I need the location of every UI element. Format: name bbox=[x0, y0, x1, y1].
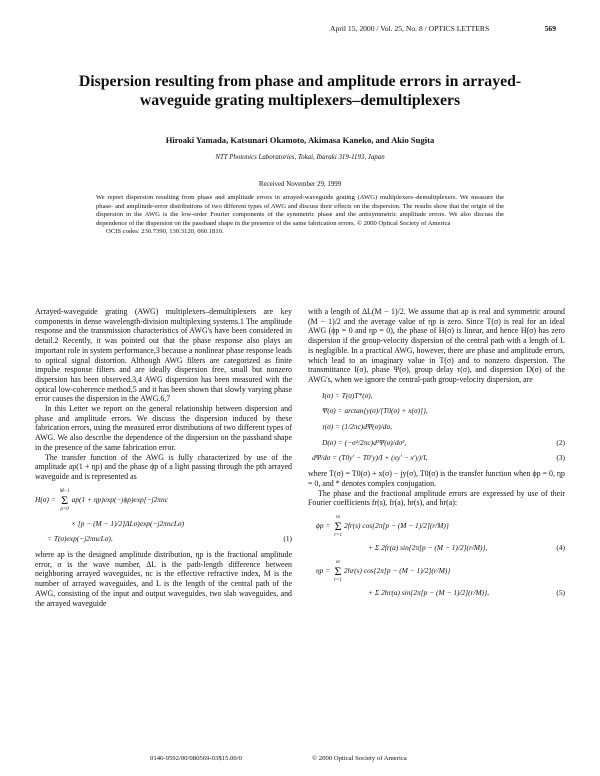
footer-copyright: © 2000 Optical Society of America bbox=[312, 755, 407, 762]
paragraph: with a length of ΔL(M − 1)/2. We assume that ap is real and symmetric around (M − 1)/2 and the average value of ηp is zero. Since T(σ) is real for an ideal AWG (ϕp = 0 and ηp = 0), the phase of H(σ) is linear, and hence H(σ) has zero dispersion if the group-velocity dispersion of the central path with a length of L is negligible. In a practical AWG, however, there are phase and amplitude errors, which lead to an imaginary value in T(σ) and to nonzero dispersion. The transmittance I(σ), phase Ψ(σ), group delay τ(σ), and dispersion D(σ) of the AWG's, when we ignore the central-path group-velocity dispersion, are bbox=[308, 307, 565, 384]
paper-title: Dispersion resulting from phase and amplitude errors in arrayed-waveguide grating multiplexers–demultiplexers bbox=[78, 73, 522, 109]
summation-symbol: m Σ r=1 bbox=[334, 514, 343, 538]
paragraph: Arrayed-waveguide grating (AWG) multiplexers–demultiplexers are key components in dense wavelength-division multiplexing systems.1 The amplitude response and the transmission characteristics of AWG's have been considered in detail.2 Recently, it was pointed out that the phase response also plays an important role in system performance,3 because a nonlinear phase response leads to optical signal distortion. Although AWG filters are categorized as finite impulse response filters and are ideally dispersion free, small but nonzero dispersion has been observed.3,4 AWG dispersion has been measured with the optical low-coherence method,5 and it has been shown that slowly varying phase error causes the dispersion in the AWG.6,7 bbox=[35, 307, 292, 404]
left-column bbox=[35, 307, 292, 608]
summation-symbol: m Σ r=1 bbox=[334, 559, 342, 583]
paragraph: where ap is the designed amplitude distribution, ηp is the fractional amplitude error, σ is the wave number, ΔL is the path-length difference between neighboring arrayed waveguides, nc is the effective refractive index, M is the number of arrayed waveguides, and L is the length of the central path of the AWG, consisting of the input and output waveguides, two slab waveguides, and the arrayed waveguide bbox=[35, 550, 292, 608]
equation-3: dΨ/dσ = (T0y′ − T0′y)/I + (xy′ − x′y)/I, (3) bbox=[312, 453, 565, 463]
equation-5-line-2: + Σ 2hr(a) sin{2π[p − (M − 1)/2](r/M)}, (5) bbox=[368, 587, 565, 597]
equation-4-line-2: + Σ 2fr(a) sin{2π[p − (M − 1)/2](r/M)}, (4) bbox=[368, 542, 565, 552]
right-column bbox=[308, 307, 565, 597]
abstract bbox=[96, 194, 504, 237]
received-date: Received November 29, 1999 bbox=[258, 181, 342, 188]
paragraph: The transfer function of the AWG is fully characterized by use of the amplitude ap(1 + ηp) and the phase ϕp of a light passing through the pth arrayed waveguide and is represented as bbox=[35, 452, 292, 481]
journal-info: April 15, 2000 / Vol. 25, No. 8 / OPTICS LETTERS bbox=[330, 24, 490, 33]
equation-number: (5) bbox=[556, 587, 565, 597]
equation-1-line-2: × [p − (M − 1)/2]ΔLσ)exp(−j2πncLσ) bbox=[71, 518, 185, 528]
equation-number: (3) bbox=[556, 453, 565, 463]
footer-issn: 0146-9592/00/080569-03$15.00/0 bbox=[150, 755, 242, 762]
abstract-text: We report dispersion resulting from phase and amplitude errors in arrayed-waveguide grating (AWG) multiplexers–demultiplexers. We measure the phase- and amplitude-error distributions of two different types of AWG and discuss their effects on the dispersion. The results show that the origin of the dispersion in the AWG is the low-order Fourier components of the symmetric phase and the antisymmetric amplitude errors. We also discuss the dependence of the dispersion on the passband shape in the presence of the same fabrication errors. © 2000 Optical Society of America bbox=[96, 194, 504, 227]
paragraph: In this Letter we report on the general relationship between dispersion and phase and amplitude errors. We discuss the dispersion induced by these fabrication errors, using the measured error distributions of two different types of AWG. We also describe the dependence of the dispersion on the passband shape in the presence of the same fabrication error. bbox=[35, 404, 292, 452]
equation-5: ηp = m Σ r=1 2hr(s) cos{2π[p − (M − 1)/2](r/M)} bbox=[316, 559, 451, 583]
equation-1-line-3: = T(σ)exp(−j2πncLσ), (1) bbox=[47, 534, 292, 544]
equation-2a: I(σ) = T(σ)T*(σ), bbox=[322, 390, 373, 400]
paragraph: where T(σ) = T0(σ) + x(σ) − jy(σ), T0(σ) is the transfer function when ϕp = 0, ηp = 0, and * denotes complex conjugation. bbox=[308, 469, 565, 488]
equation-number: (4) bbox=[556, 542, 565, 552]
ocis-codes: OCIS codes: 230.7390, 130.3120, 060.1810. bbox=[106, 228, 224, 236]
equation-2d: D(σ) = (−σ²/2πc)d²Ψ(σ)/dσ², (2) bbox=[322, 437, 565, 447]
equation-1: H(σ) = M−1 Σ p=0 ap(1 + ηp)exp(−jϕp)exp[−j2πnc bbox=[35, 488, 168, 512]
equation-4: ϕp = m Σ r=1 2fr(s) cos{2π[p − (M − 1)/2](r/M)} bbox=[316, 514, 449, 538]
page-number: 569 bbox=[544, 24, 556, 33]
equation-number: (1) bbox=[283, 534, 292, 544]
equation-2b: Ψ(σ) = arctan{y(σ)/[T0(σ) + x(σ)]}, bbox=[322, 406, 428, 416]
author-list: Hiroaki Yamada, Katsunari Okamoto, Akimasa Kaneko, and Akio Sugita bbox=[165, 135, 435, 145]
summation-symbol: M−1 Σ p=0 bbox=[59, 488, 70, 512]
equation-2c: τ(σ) = (1/2πc)dΨ(σ)/dσ, bbox=[322, 422, 392, 432]
paragraph: The phase and the fractional amplitude errors are expressed by use of their Fourier coefficients fr(s), fr(a), hr(s), and hr(a): bbox=[308, 488, 565, 508]
affiliation: NTT Photonics Laboratories, Tokai, Ibaraki 319-1193, Japan bbox=[215, 154, 385, 161]
running-header bbox=[330, 24, 556, 33]
equation-number: (2) bbox=[556, 437, 565, 447]
